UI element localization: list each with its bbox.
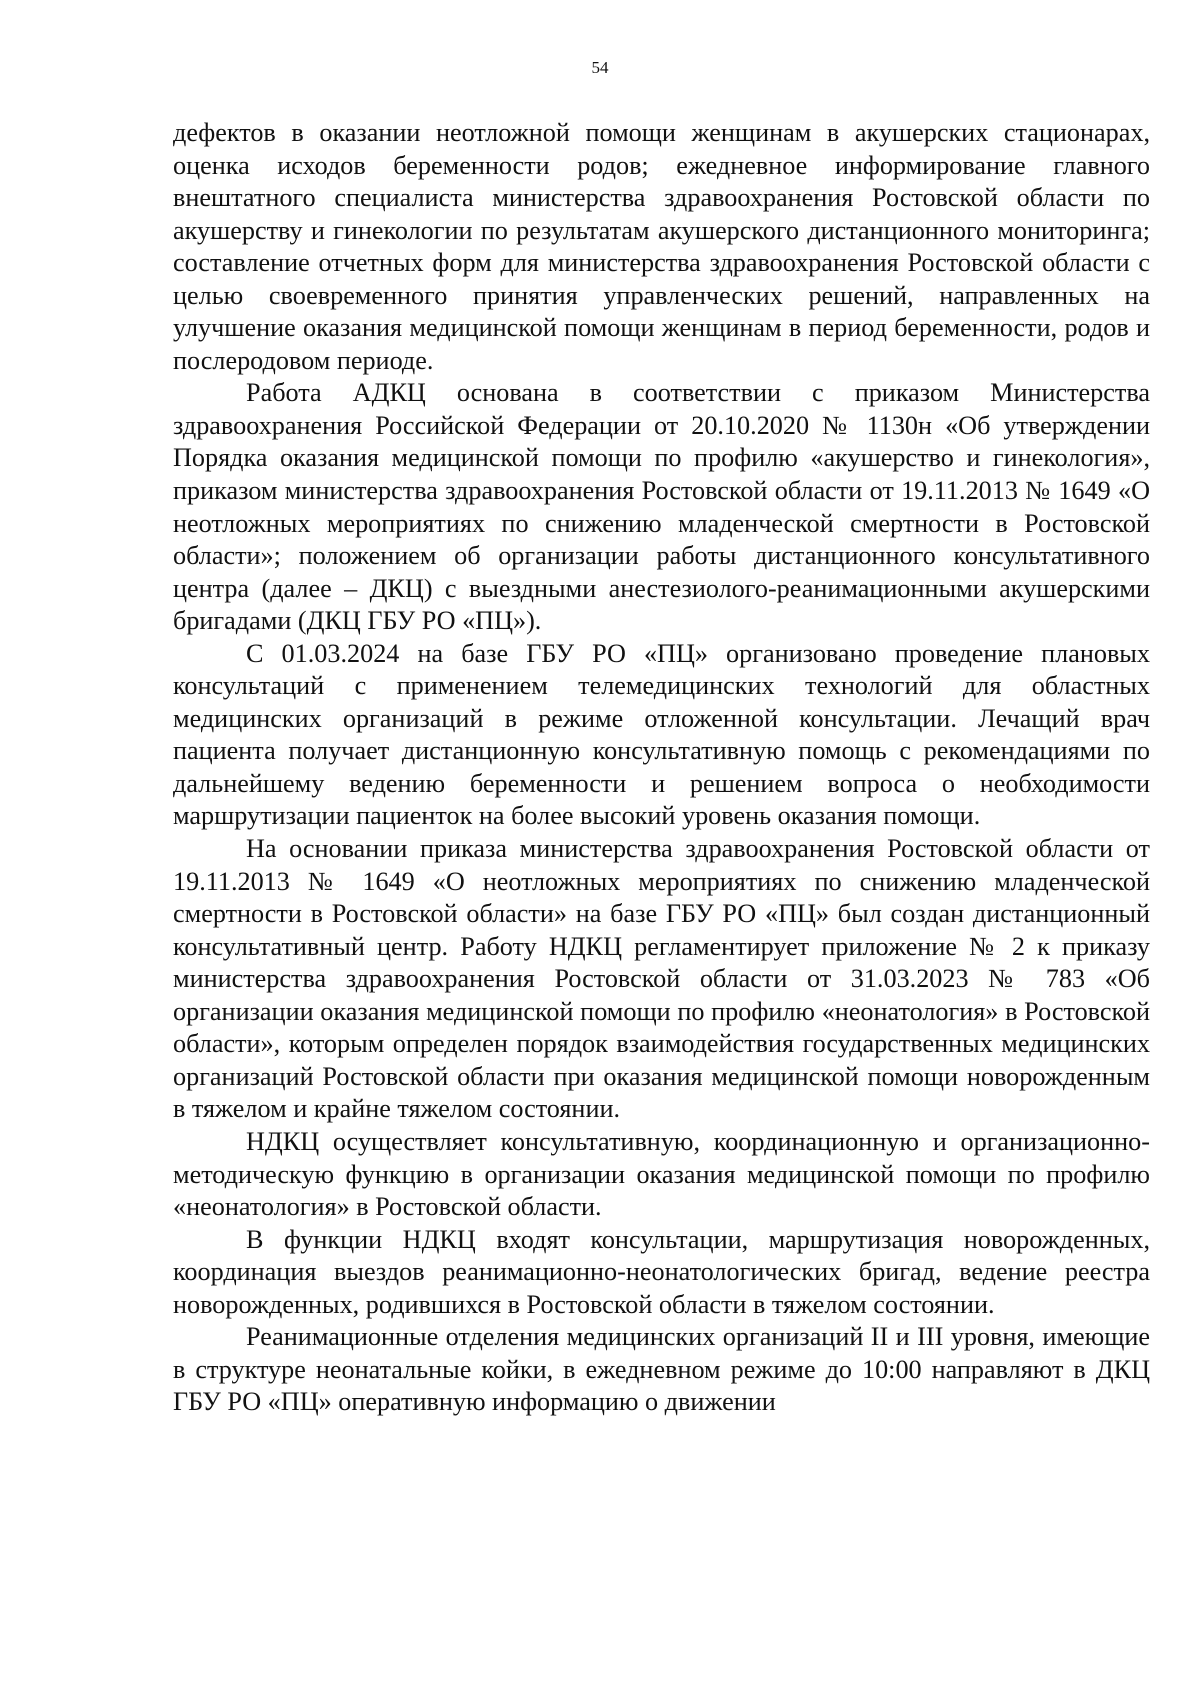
paragraph-defects-continuation: дефектов в оказании неотложной помощи женщинам в акушерских стационарах, оценка исходов беременности родов; ежедневное информирование главного внештатного специалиста министерства здравоохранения Ростовской области по акушерству и гинекологии по результатам акушерского дистанционного мониторинга; составление отчетных форм для министерства здравоохранения Ростовской области с целью своевременного принятия управленческих решений, направленных на улучшение оказания медицинской помощи женщинам в период беременности, родов и послеродовом периоде.: [173, 118, 1150, 375]
paragraph-adkc-basis: Работа АДКЦ основана в соответствии с приказом Министерства здравоохранения Российской Федерации от 20.10.2020 № 1130н «Об утверждении Порядка оказания медицинской помощи по профилю «акушерство и гинекология», приказом министерства здравоохранения Ростовской области от 19.11.2013 № 1649 «О неотложных мероприятиях по снижению младенческой смертности в Ростовской области»; положением об организации работы дистанционного консультативного центра (далее – ДКЦ) с выездными анестезиолого-реанимационными акушерскими бригадами (ДКЦ ГБУ РО «ПЦ»).: [173, 378, 1150, 636]
paragraph-planned-consultations: С 01.03.2024 на базе ГБУ РО «ПЦ» организовано проведение плановых консультаций с применением телемедицинских технологий для областных медицинских организаций в режиме отложенной консультации. Лечащий врач пациента получает дистанционную консультативную помощь с рекомендациями по дальнейшему ведению беременности и решением вопроса о необходимости маршрутизации пациенток на более высокий уровень оказания помощи.: [173, 638, 1150, 831]
document-body: [173, 117, 1150, 1419]
paragraph-ndkc-functions-list: В функции НДКЦ входят консультации, маршрутизация новорожденных, координация выездов реанимационно-неонатологических бригад, ведение реестра новорожденных, родившихся в Ростовской области в тяжелом состоянии.: [173, 1224, 1150, 1319]
paragraph-ndkc-functions-general: НДКЦ осуществляет консультативную, координационную и организационно-методическую функцию в организации оказания медицинской помощи по профилю «неонатология» в Ростовской области.: [173, 1126, 1150, 1222]
paragraph-reanimation-departments: Реанимационные отделения медицинских организаций II и III уровня, имеющие в структуре неонатальные койки, в ежедневном режиме до 10:00 направляют в ДКЦ ГБУ РО «ПЦ» оперативную информацию о движении: [173, 1322, 1150, 1417]
paragraph-ndkc-order: На основании приказа министерства здравоохранения Ростовской области от 19.11.2013 № 1649 «О неотложных мероприятиях по снижению младенческой смертности в Ростовской области» на базе ГБУ РО «ПЦ» был создан дистанционный консультативный центр. Работу НДКЦ регламентирует приложение № 2 к приказу министерства здравоохранения Ростовской области от 31.03.2023 № 783 «Об организации оказания медицинской помощи по профилю «неонатология» в Ростовской области», которым определен порядок взаимодействия государственных медицинских организаций Ростовской области при оказания медицинской помощи новорожденным в тяжелом и крайне тяжелом состоянии.: [173, 834, 1150, 1124]
page-number: 54: [591, 58, 609, 77]
